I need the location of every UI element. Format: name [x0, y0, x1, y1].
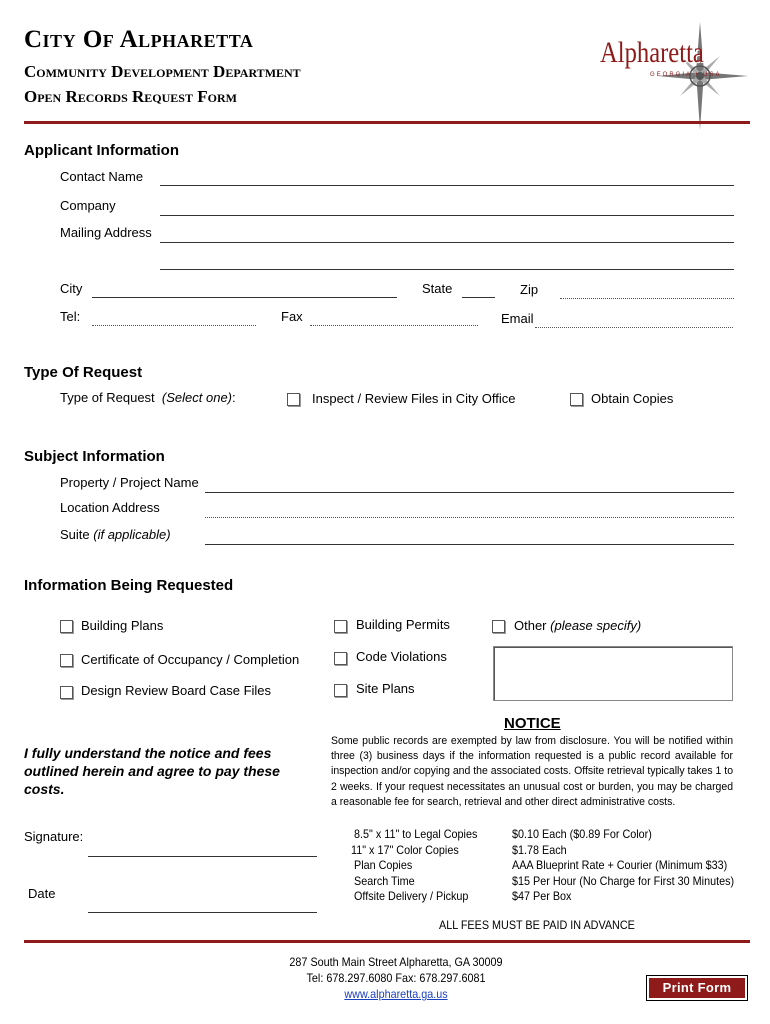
- fee-price: AAA Blueprint Rate + Courier (Minimum $33): [512, 858, 728, 872]
- inspect-review-label: Inspect / Review Files in City Office: [312, 391, 516, 406]
- logo-tagline: GEORGIA • USA: [650, 72, 722, 78]
- building-permits-label: Building Permits: [356, 617, 450, 632]
- location-address-field[interactable]: [205, 517, 734, 518]
- request-type-label: [60, 390, 236, 405]
- certificate-checkbox[interactable]: [60, 654, 73, 667]
- header-divider: [24, 121, 750, 124]
- other-hint: (please specify): [550, 618, 642, 633]
- email-field[interactable]: [535, 327, 733, 328]
- email-label: Email: [501, 311, 534, 326]
- city-title: City Of Alpharetta: [24, 26, 254, 53]
- subject-heading: Subject Information: [24, 448, 165, 465]
- design-review-label: Design Review Board Case Files: [81, 683, 272, 698]
- logo-wordmark: Alpharetta: [600, 36, 704, 69]
- fee-price: $47 Per Box: [512, 889, 572, 903]
- footer-address: 287 South Main Street Alpharetta, GA 30009: [289, 955, 503, 969]
- fee-item: 8.5" x 11" to Legal Copies: [354, 827, 478, 841]
- state-label: State: [422, 281, 453, 296]
- mailing-address-label: Mailing Address: [60, 225, 152, 240]
- fee-price: $15 Per Hour (No Charge for First 30 Minutes): [512, 874, 735, 888]
- inspect-review-checkbox[interactable]: [287, 393, 300, 406]
- other-specify-textarea[interactable]: [493, 646, 733, 701]
- request-type-text: Type of Request: [60, 390, 155, 405]
- date-field[interactable]: [88, 912, 317, 913]
- notice-text: Some public records are exempted by law from disclosure. You will be notified within three (3) business days if the information requested is a public record available for inspection and/or copying and the associated costs. Offsite retrieval typically takes 1 to 2 weeks. If your request necessitates an unusual cost or burden, you may be charged a reasonable fee for search, retrieval and other direct administrative costs.: [331, 735, 734, 808]
- contact-name-label: Contact Name: [60, 169, 144, 184]
- code-violations-checkbox[interactable]: [334, 652, 347, 665]
- suite-text: Suite: [60, 527, 90, 542]
- footer-phones: Tel: 678.297.6080 Fax: 678.297.6081: [306, 971, 486, 985]
- fee-item: 11" x 17" Color Copies: [351, 843, 459, 857]
- building-plans-label: Building Plans: [81, 618, 164, 633]
- building-plans-checkbox[interactable]: [60, 620, 73, 633]
- suite-field[interactable]: [205, 544, 734, 545]
- fee-item: Plan Copies: [354, 858, 413, 872]
- zip-label: Zip: [520, 282, 539, 297]
- site-plans-checkbox[interactable]: [334, 684, 347, 697]
- company-field[interactable]: [160, 215, 734, 216]
- obtain-copies-checkbox[interactable]: [570, 393, 583, 406]
- date-label: Date: [28, 886, 56, 901]
- fax-field[interactable]: [310, 325, 478, 326]
- fee-item: Search Time: [354, 874, 415, 888]
- form-title: Open Records Request Form: [24, 87, 237, 106]
- agreement-text: I fully understand the notice and fees outlined herein and agree to pay these costs.: [24, 745, 280, 797]
- company-label: Company: [60, 198, 116, 213]
- fee-price: $0.10 Each ($0.89 For Color): [512, 827, 652, 841]
- mailing-address-field[interactable]: [160, 242, 734, 243]
- code-violations-label: Code Violations: [356, 649, 447, 664]
- alpharetta-logo: [598, 22, 750, 130]
- fee-price: $1.78 Each: [512, 843, 567, 857]
- city-field[interactable]: [92, 297, 397, 298]
- property-name-field[interactable]: [205, 492, 734, 493]
- other-label: [514, 618, 641, 633]
- location-address-label: Location Address: [60, 500, 160, 515]
- site-plans-label: Site Plans: [356, 681, 415, 696]
- fee-item: Offsite Delivery / Pickup: [354, 889, 469, 903]
- footer-website-link[interactable]: www.alpharetta.ga.us: [344, 987, 448, 1001]
- fees-advance-note: ALL FEES MUST BE PAID IN ADVANCE: [439, 918, 635, 932]
- contact-name-field[interactable]: [160, 185, 734, 186]
- info-requested-heading: Information Being Requested: [24, 577, 234, 594]
- zip-field[interactable]: [560, 298, 734, 299]
- obtain-copies-label: Obtain Copies: [591, 391, 674, 406]
- other-text: Other: [514, 618, 547, 633]
- applicant-heading: Applicant Information: [24, 142, 179, 159]
- property-name-label: Property / Project Name: [60, 475, 199, 490]
- select-one-hint: (Select one): [161, 390, 232, 405]
- print-form-button[interactable]: Print Form: [646, 975, 748, 1001]
- suite-label: [60, 527, 171, 542]
- fax-label: Fax: [281, 309, 303, 324]
- request-type-heading: Type Of Request: [24, 364, 143, 381]
- notice-title: NOTICE: [504, 715, 561, 732]
- other-checkbox[interactable]: [492, 620, 505, 633]
- department-title: Community Development Department: [24, 62, 301, 81]
- certificate-label: Certificate of Occupancy / Completion: [81, 652, 300, 667]
- tel-field[interactable]: [92, 325, 256, 326]
- city-label: City: [60, 281, 83, 296]
- state-field[interactable]: [462, 297, 495, 298]
- request-type-colon: :: [232, 390, 236, 405]
- design-review-checkbox[interactable]: [60, 686, 73, 699]
- suite-hint: (if applicable): [93, 527, 171, 542]
- building-permits-checkbox[interactable]: [334, 620, 347, 633]
- signature-label: Signature:: [24, 829, 84, 844]
- tel-label: Tel:: [60, 309, 81, 324]
- mailing-address-field-2[interactable]: [160, 269, 734, 270]
- signature-field[interactable]: [88, 856, 317, 857]
- footer-divider: [24, 940, 750, 943]
